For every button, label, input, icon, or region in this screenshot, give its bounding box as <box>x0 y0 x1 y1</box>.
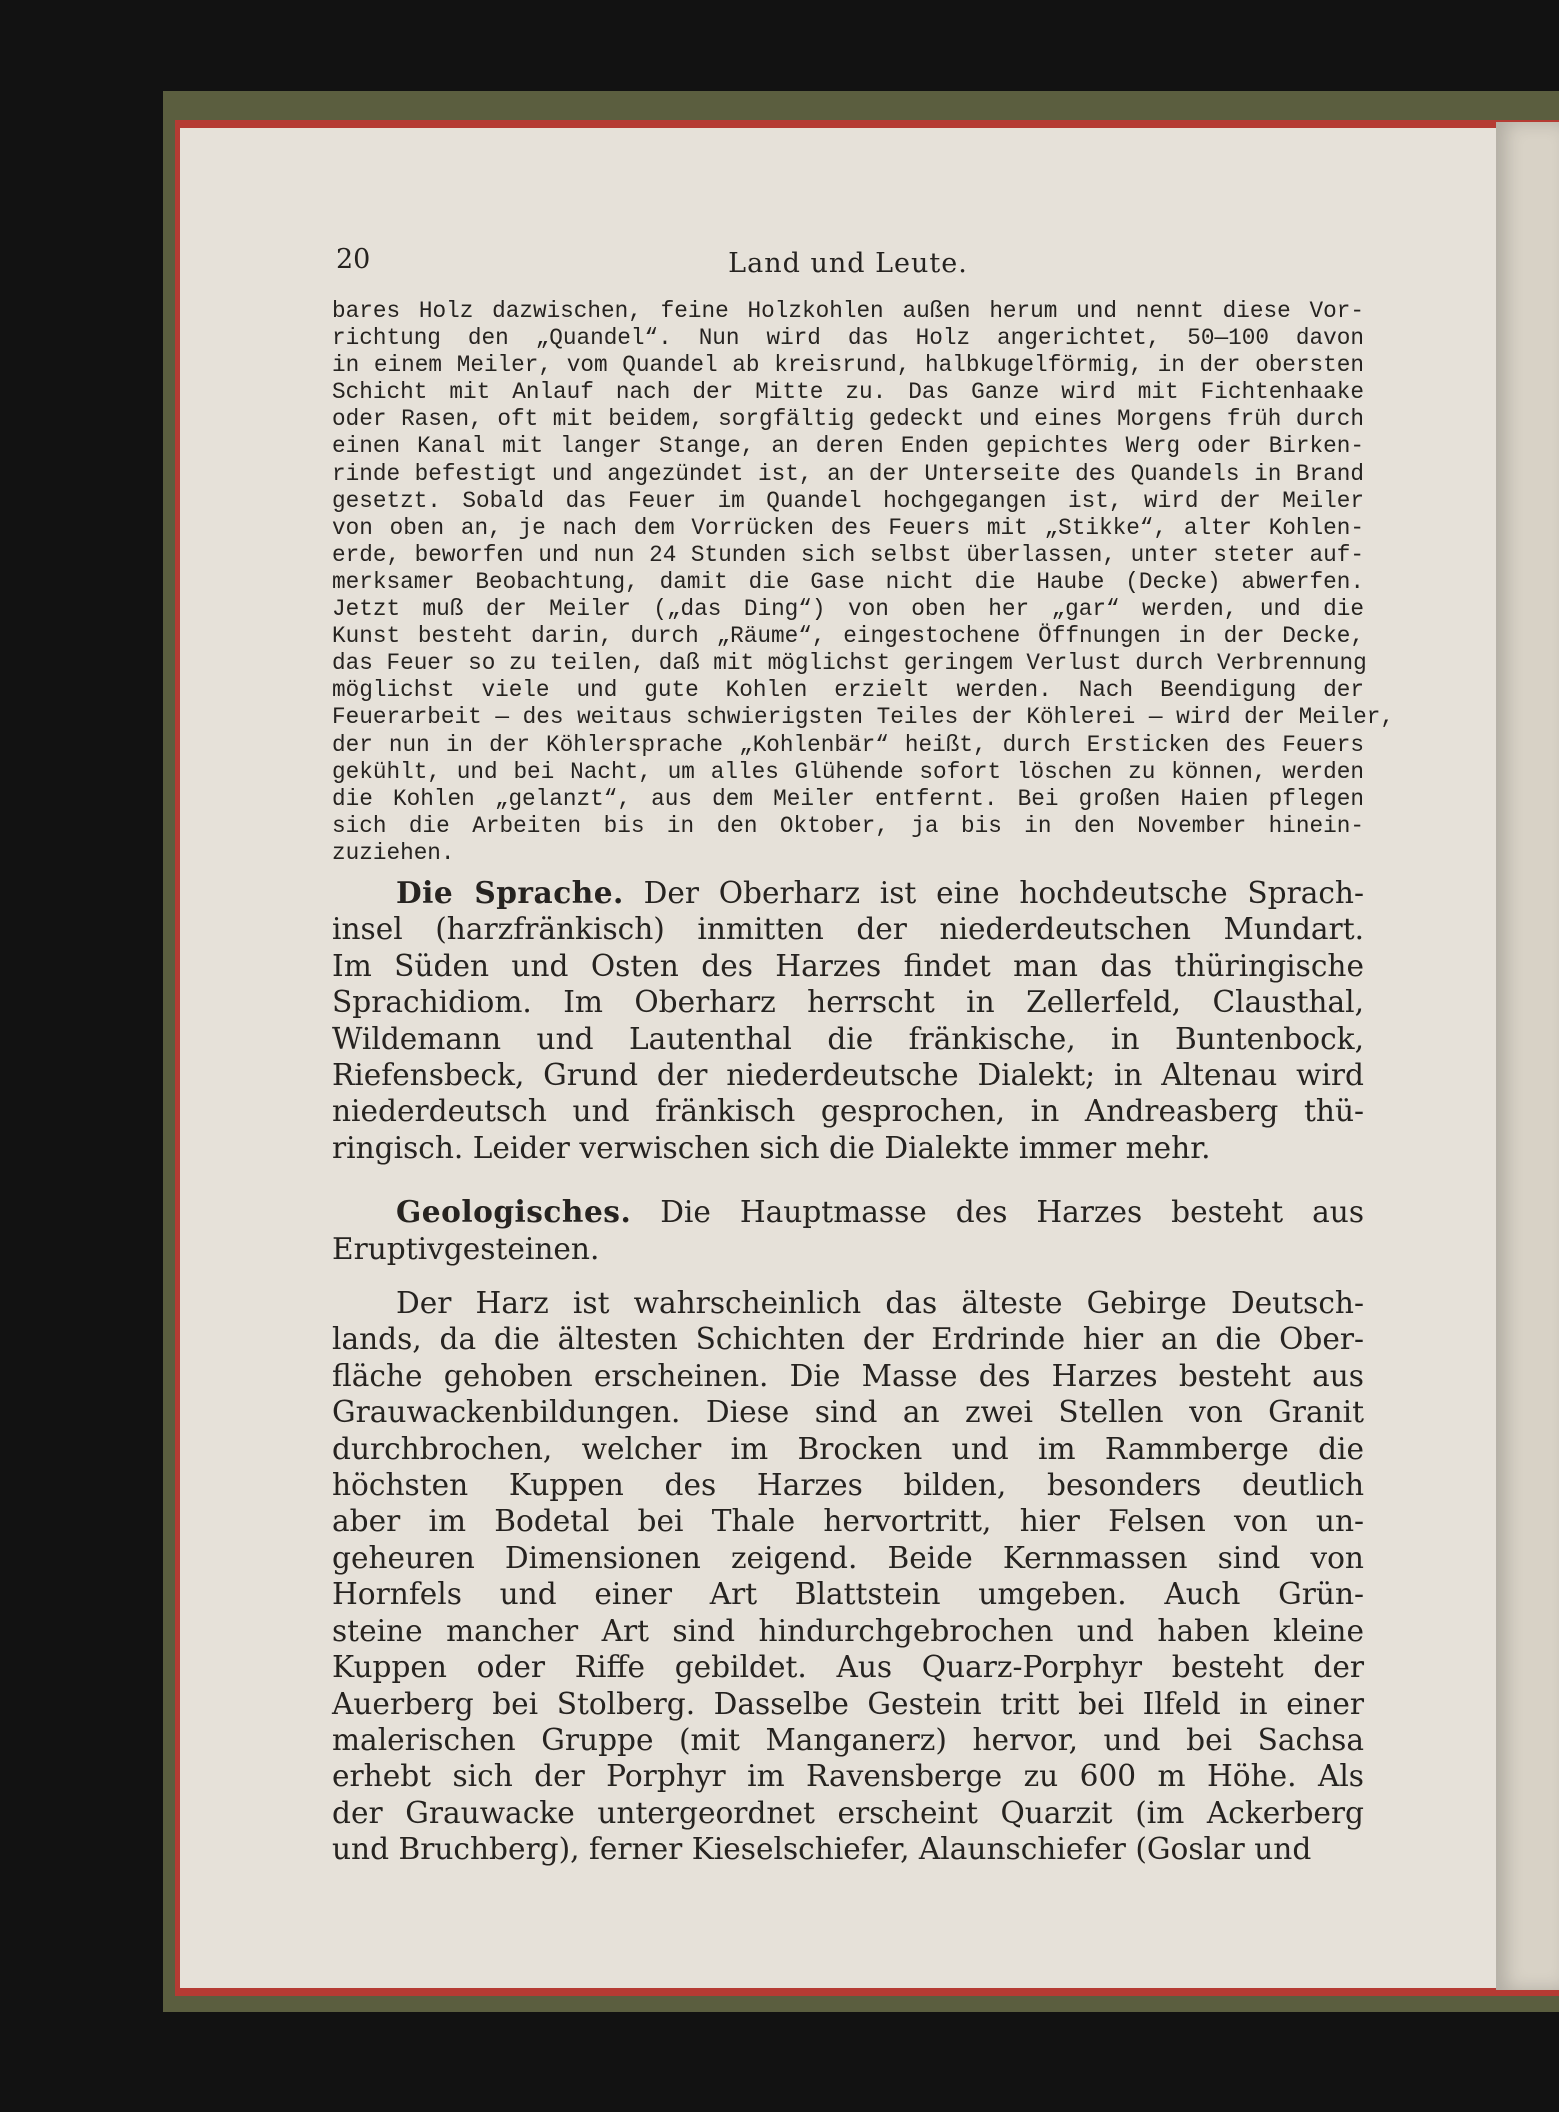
text-line: der nun in der Köhlersprache „Kohlenbär“ heißt, durch Ersticken des Feuers <box>332 731 1364 758</box>
text-line: erde, beworfen und nun 24 Stunden sich selbst überlassen, unter steter auf- <box>332 541 1364 568</box>
text-line: insel (harzfränkisch) inmitten der niederdeutschen Mundart. <box>332 912 1364 947</box>
text-line: malerischen Gruppe (mit Manganerz) hervor, und bei Sachsa <box>332 1722 1364 1757</box>
text-line: Im Süden und Osten des Harzes findet man das thüringische <box>332 948 1364 983</box>
text-line: lands, da die ältesten Schichten der Erdrinde hier an die Ober- <box>332 1322 1364 1357</box>
text-line: einen Kanal mit langer Stange, an deren Enden gepichtes Werg oder Birken- <box>332 433 1364 460</box>
text-line: Jetzt muß der Meiler („das Ding“) von oben her „gar“ werden, und die <box>332 596 1364 623</box>
text-line: gekühlt, und bei Nacht, um alles Glühende sofort löschen zu können, werden <box>332 758 1364 785</box>
text-line: Hornfels und einer Art Blattstein umgeben. Auch Grün- <box>332 1577 1364 1612</box>
text-line: steine mancher Art sind hindurchgebrochen und haben kleine <box>332 1613 1364 1648</box>
text-line: Kunst besteht darin, durch „Räume“, eingestochene Öffnungen in der Decke, <box>332 623 1364 650</box>
paragraph-geologisches <box>332 1194 1364 1267</box>
text-line: geheuren Dimensionen zeigend. Beide Kernmassen sind von <box>332 1540 1364 1575</box>
text-line: Auerberg bei Stolberg. Dasselbe Gestein tritt bei Ilfeld in einer <box>332 1686 1364 1721</box>
text-line: der Grauwacke untergeordnet erscheint Quarzit (im Ackerberg <box>332 1795 1364 1830</box>
text-line: Eruptivgesteinen. <box>332 1231 600 1266</box>
text-line: zuziehen. <box>332 839 455 866</box>
text-line: das Feuer so zu teilen, daß mit möglichst geringem Verlust durch Verbrennung <box>332 650 1367 677</box>
text-line: gesetzt. Sobald das Feuer im Quandel hochgegangen ist, wird der Meiler <box>332 487 1364 514</box>
text-line: Schicht mit Anlauf nach der Mitte zu. Das Ganze wird mit Fichtenhaake <box>332 379 1364 406</box>
text-line: durchbrochen, welcher im Brocken und im Rammberge die <box>332 1431 1364 1466</box>
text-line: Sprachidiom. Im Oberharz herrscht in Zellerfeld, Clausthal, <box>332 985 1364 1020</box>
text-line: richtung den „Quandel“. Nun wird das Holz angerichtet, 50—100 davon <box>332 325 1364 352</box>
facing-page-edge <box>1496 122 1559 1990</box>
text-line: oder Rasen, oft mit beidem, sorgfältig gedeckt und eines Morgens früh durch <box>332 406 1364 433</box>
text-line: sich die Arbeiten bis in den Oktober, ja bis in den November hinein- <box>332 812 1364 839</box>
text-line: Riefensbeck, Grund der niederdeutsche Dialekt; in Altenau wird <box>332 1058 1364 1092</box>
heading-geologisches: Geologisches. <box>396 1194 632 1230</box>
page-content <box>332 240 1394 1868</box>
text-line: von oben an, je nach dem Vorrücken des Feuers mit „Stikke“, alter Kohlen- <box>332 514 1364 541</box>
text-line-rest: Der Oberharz ist eine hochdeutsche Sprach- <box>623 875 1364 910</box>
text-line: merksamer Beobachtung, damit die Gase nicht die Haube (Decke) abwerfen. <box>332 568 1364 595</box>
text-line: möglichst viele und gute Kohlen erzielt werden. Nach Beendigung der <box>332 677 1364 704</box>
text-line: und Bruchberg), ferner Kieselschiefer, Alaunschiefer (Goslar und <box>332 1832 1312 1867</box>
text-line: rinde befestigt und angezündet ist, an der Unterseite des Quandels in Brand <box>332 460 1364 487</box>
text-line: Kuppen oder Riffe gebildet. Aus Quarz-Porphyr besteht der <box>332 1650 1364 1685</box>
text-line-rest: Die Hauptmasse des Harzes besteht aus <box>631 1195 1364 1230</box>
text-line <box>332 1194 1364 1230</box>
heading-sprache: Die Sprache. <box>396 874 624 910</box>
text-line: die Kohlen „gelanzt“, aus dem Meiler entfernt. Bei großen Haien pflegen <box>332 785 1364 812</box>
text-line: fläche gehoben erscheinen. Die Masse des Harzes besteht aus <box>332 1358 1364 1393</box>
running-title: Land und Leute. <box>728 248 968 279</box>
page-number: 20 <box>336 244 371 275</box>
paragraph-koehlerei <box>332 298 1394 867</box>
paragraph-sprache <box>332 875 1364 1166</box>
text-line: Feuerarbeit — des weitaus schwierigsten Teiles der Köhlerei — wird der Meiler, <box>332 704 1394 731</box>
text-line: in einem Meiler, vom Quandel ab kreisrund, halbkugelförmig, in der obersten <box>332 352 1364 379</box>
text-line: niederdeutsch und fränkisch gesprochen, in Andreasberg thü- <box>332 1094 1364 1129</box>
text-line: Wildemann und Lautenthal die fränkische, in Buntenbock, <box>332 1021 1364 1056</box>
page-header <box>332 240 1364 284</box>
text-line <box>332 875 1364 911</box>
text-line: höchsten Kuppen des Harzes bilden, besonders deutlich <box>332 1468 1364 1503</box>
text-line: erhebt sich der Porphyr im Ravensberge zu 600 m Höhe. Als <box>332 1759 1364 1794</box>
text-line: ringisch. Leider verwischen sich die Dialekte immer mehr. <box>332 1130 1211 1165</box>
text-line: bares Holz dazwischen, feine Holzkohlen außen herum und nennt diese Vor- <box>332 298 1364 324</box>
text-line: Grauwackenbildungen. Diese sind an zwei Stellen von Granit <box>332 1395 1364 1430</box>
paragraph-harz <box>332 1285 1364 1868</box>
text-line: Der Harz ist wahrscheinlich das älteste Gebirge Deutsch- <box>396 1286 1364 1321</box>
text-line: aber im Bodetal bei Thale hervortritt, hier Felsen von un- <box>332 1504 1364 1539</box>
